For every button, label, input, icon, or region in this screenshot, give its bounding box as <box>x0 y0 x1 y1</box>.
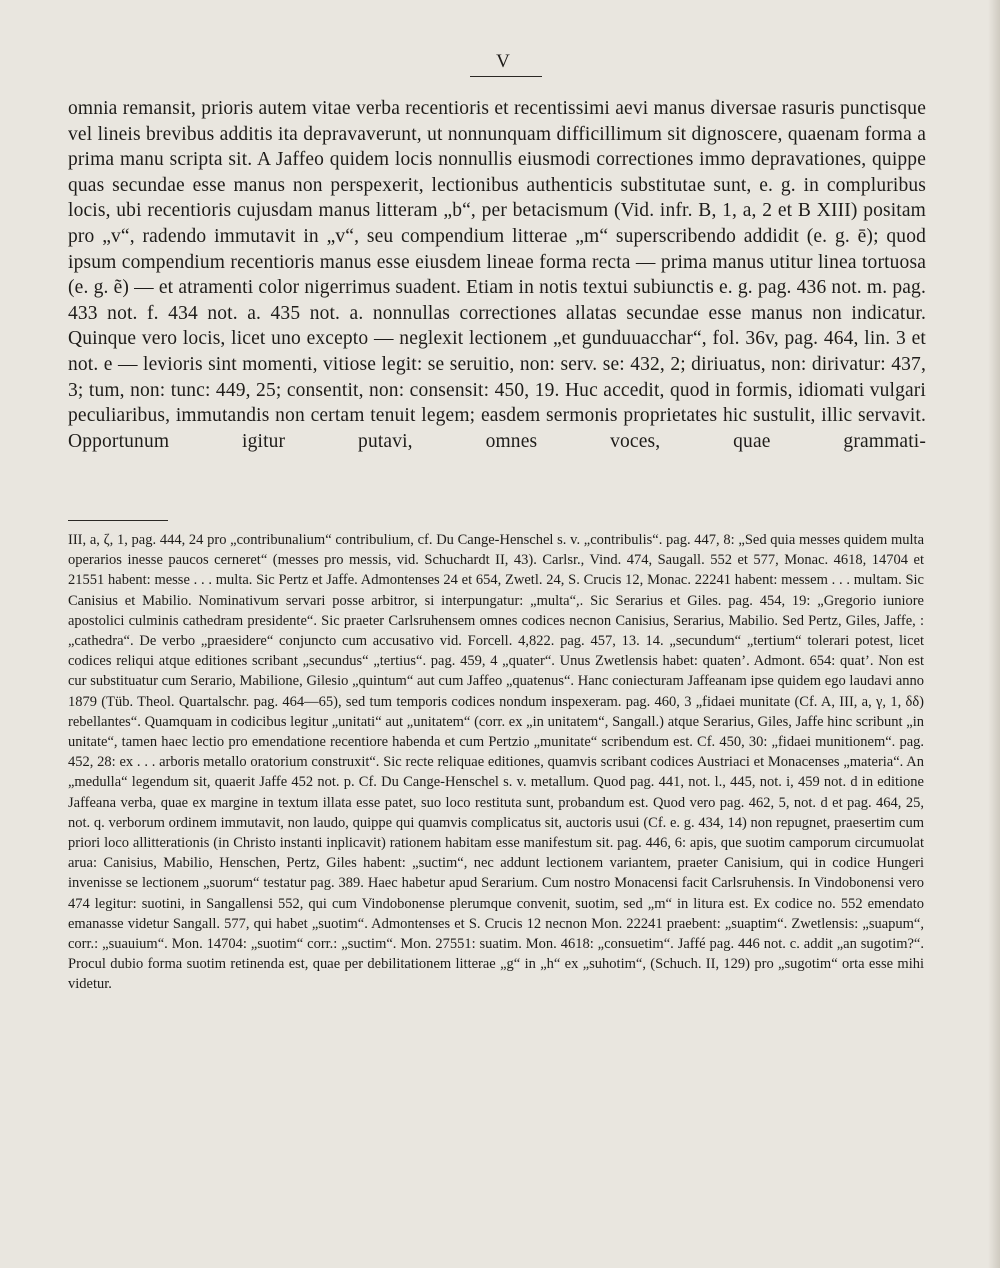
footnote-text: III, a, ζ, 1, pag. 444, 24 pro „contribunalium“ contribulium, cf. Du Cange-Henschel s. v. „contribulis“. pag. 447, 8: „Sed quia messes quidem multa operarios inesse paucos cerneret“ (messes pro messis, vid. Schuchardt II, 43). Carlsr., Vind. 474, Saugall. 552 et 577, Monac. 4618, 14704 et 21551 habent: messe . . . multa. Sic Pertz et Jaffe. Admontenses 24 et 654, Zwetl. 24, S. Crucis 12, Monac. 22241 habent: messem . . . multam. Sic Canisius et Mabilio. Nominativum servari posse arbitror, si interpungatur: „multa“,. Sic Serarius et Giles. pag. 454, 19: „Gregorio iuniore apostolici culminis cathedram presidente“. Sic praeter Carlsruhensem omnes codices necnon Canisius, Serarius, Mabilio. Sed Pertz, Giles, Jaffe, : „cathedra“. De verbo „praesidere“ conjuncto cum accusativo vid. Forcell. 4,822. pag. 457, 13. 14. „secundum“ „tertium“ tolerari potest, licet codices reliqui atque editiones scribant „secundus“ „tertius“. pag. 459, 4 „quater“. Unus Zwetlensis habet: quaten’. Admont. 654: quat’. Non est cur substituatur cum Serario, Mabilione, Gilesio „quintum“ aut cum Jaffeo „quatenus“. Hanc coniecturam Jaffeanam ipse quidem ego laudavi anno 1879 (Tüb. Theol. Quartalschr. pag. 464—65), sed tum temporis codices nondum inspexeram. pag. 460, 3 „fidaei munitate (Cf. A, III, a, γ, 1, δδ) rebellantes“. Quamquam in codicibus legitur „unitati“ aut „unitatem“ (corr. ex „in unitatem“, Sangall.) atque Serarius, Giles, Jaffe hinc scribunt „in unitate“, tamen haec lectio pro emendatione recentiore habenda et cum Pertzio „munitate“ scribendum est. Cf. 450, 30: „fidaei munitionem“. pag. 452, 28: ex . . . arboris metallo oratorium construxit“. Sic recte reliquae editiones, quamvis scribant codices Austriaci et Monacenses „materia“. An „medulla“ legendum sit, quaerit Jaffe 452 not. p. Cf. Du Cange-Henschel s. v. metallum. Quod pag. 441, not. l., 445, not. i, 459 not. d in editione Jaffeana verba, quae ex margine in textum illata esse patet, suo loco restituta sunt, probandum est. Quod vero pag. 462, 5, not. d et pag. 464, 25, not. q. verborum ordinem immutavit, non laudo, quippe qui quamvis complicatus sit, auctoris usui (Cf. e. g. 434, 14) non repugnet, praesertim cum priori loco allitterationis (in Christo instanti inplicavit) rationem habitam esse manifestum sit. pag. 446, 6: apis, que suotim camporum circumuolat arua: Canisius, Mabilio, Henschen, Pertz, Giles habent: „suctim“, nec addunt lectionem variantem, praeter Canisium, qui in codice Hungeri invenisse se lectionem „suorum“ testatur pag. 389. Haec habetur apud Serarium. Cum nostro Monacensi facit Carlsruhensis. In Vindobonensi vero 474 legitur: suotini, in Sangallensi 552, qui cum Vindobonense plerumque convenit, suotim, sed „m“ in litura est. Ex codice no. 552 emendato emanasse videtur Sangall. 577, qui habet „suotim“. Admontenses et S. Crucis 12 necnon Mon. 22241 praebent: „suaptim“. Zwetlensis: „suapum“, corr.: „suauium“. Mon. 14704: „suotim“ corr.: „suctim“. Mon. 27551: suatim. Mon. 4618: „consuetim“. Jaffé pag. 446 not. c. addit „an sugotim?“. Procul dubio forma suotim retinenda est, quae per debilitationem litterae „g“ in „h“ ex „suhotim“, (Schuch. II, 129) pro „sugotim“ orta esse mihi videtur. <box>68 532 924 993</box>
page-edge-shadow <box>988 0 1000 1268</box>
main-text: omnia remansit, prioris autem vitae verba recentioris et recentissimi aevi manus diversae rasuris punctisque vel lineis brevibus additis ita depravaverunt, ut nonnunquam difficillimum sit dignoscere, quaenam forma a prima manu scripta sit. A Jaffeo quidem locis nonnullis eiusmodi correctiones immo depravationes, quippe quas secundae esse manus non perspexerit, lectionibus authenticis substitutae sunt, e. g. in compluribus locis, ubi recentioris cujusdam manus litteram „b“, per betacismum (Vid. infr. B, 1, a, 2 et B XIII) positam pro „v“, radendo immutavit in „v“, seu compendium litterae „m“ superscribendo addidit (e. g. ē); quod ipsum compendium recentioris manus esse eiusdem lineae forma recta — prima manus utitur linea tortuosa (e. g. ẽ) — et atramenti color nigerrimus suadent. Etiam in notis textui subiunctis e. g. pag. 436 not. m. pag. 433 not. f. 434 not. a. 435 not. a. nonnullas correctiones allatas secundae esse manus non indicatur. Quinque vero locis, licet uno excepto — neglexit lectionem „et gunduuacchar“, fol. 36v, pag. 464, lin. 3 et not. e — levioris sint momenti, vitiose legit: se seruitio, non: serv. se: 432, 2; diriuatus, non: dirivatur: 437, 3; tum, non: tunc: 449, 25; consentit, non: consensit: 450, 19. Huc accedit, quod in formis, idiomati vulgari peculiaribus, immutandis non certam tenuit legem; easdem sermonis proprietates hic sustulit, illic servavit. Opportunum igitur putavi, omnes voces, quae grammati- <box>68 98 926 452</box>
page-number: V <box>496 51 510 72</box>
header-rule <box>470 76 542 77</box>
footnote-rule <box>68 520 168 521</box>
